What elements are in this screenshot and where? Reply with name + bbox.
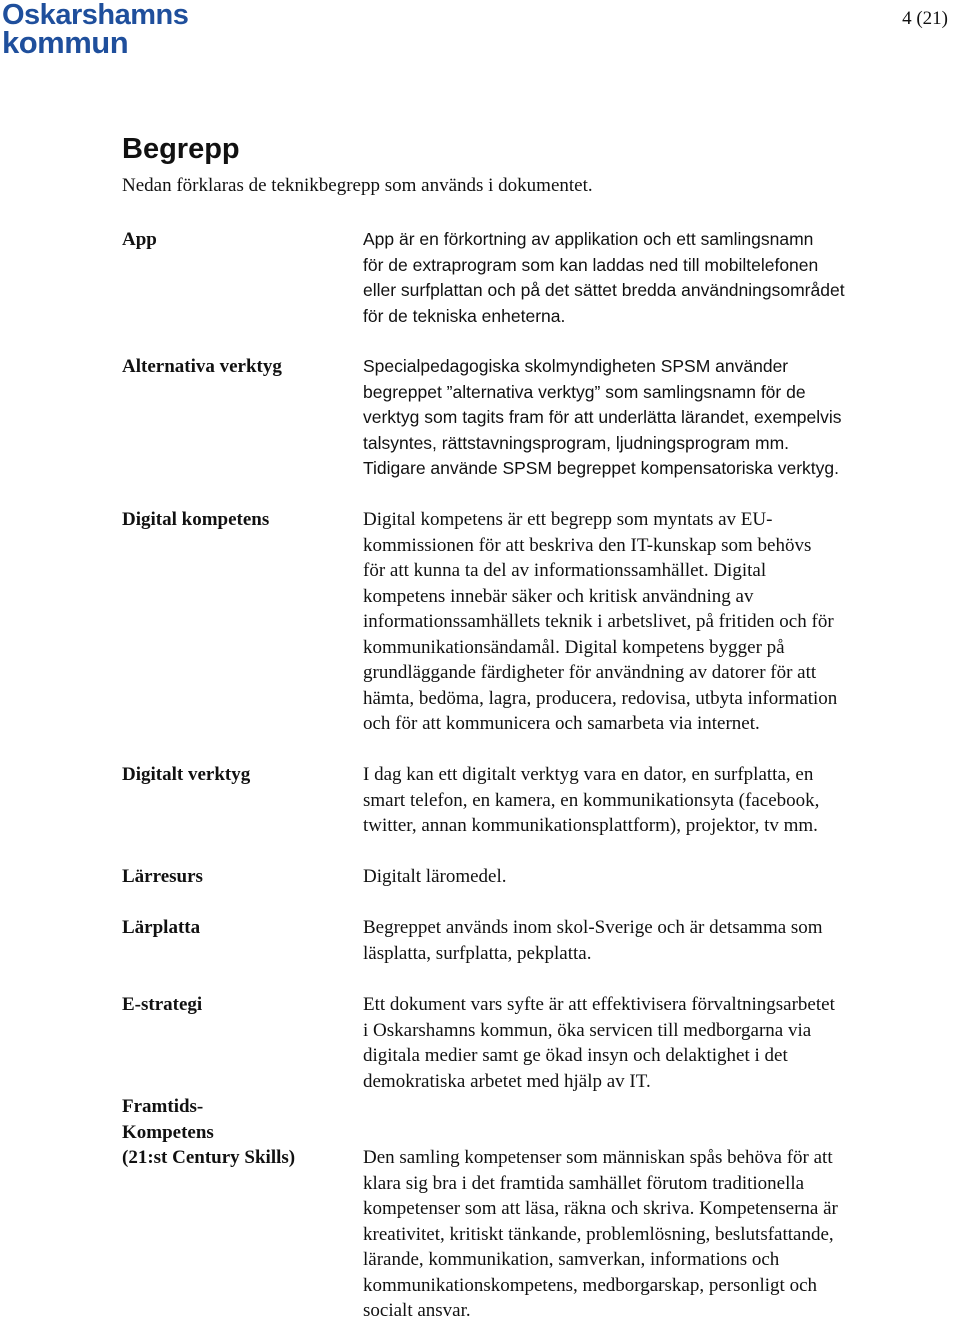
term-digital-kompetens: Digital kompetens <box>122 509 270 530</box>
term-e-strategi: E-strategi <box>122 994 203 1015</box>
definition-alternativa-verktyg: Specialpedagogiska skolmyndigheten SPSM använder begreppet ”alternativa verktyg” som samlingsnamn för de verktyg som tagits fram för att underlätta lärandet, exempelvis talsyntes, rättstavningsprogram, ljudningsprogram mm. Tidigare använde SPSM begreppet kompensatoriska verktyg. <box>363 356 842 478</box>
page-number: 4 (21) <box>902 8 948 29</box>
term-alternativa-verktyg: Alternativa verktyg <box>122 356 282 377</box>
intro-text: Nedan förklaras de teknikbegrepp som används i dokumentet. <box>122 175 593 196</box>
definition-app: App är en förkortning av applikation och ett samlingsnamn för de extraprogram som kan laddas ned till mobiltelefonen eller surfplattan och på det sättet bredda användningsområdet för de tekniska enheterna. <box>363 229 845 326</box>
definition-larplatta: Begreppet används inom skol-Sverige och är detsamma som läsplatta, surfplatta, pekplatta. <box>363 917 823 964</box>
definition-digitalt-verktyg: I dag kan ett digitalt verktyg vara en dator, en surfplatta, en smart telefon, en kamera, en kommunikationsyta (facebook, twitter, annan kommunikationsplattform), projektor, tv mm. <box>363 764 820 836</box>
definition-framtidskompetens: Den samling kompetenser som människan spås behöva för att klara sig bra i det framtida samhället förutom traditionella kompetenser som att läsa, räkna och skriva. Kompetenserna är kreativitet, kritiskt tänkande, problemlösning, beslutsfattande, lärande, kommunikation, samverkan, informations och kommunikationskompetens, medborgarskap, personligt och socialt ansvar. <box>363 1147 838 1321</box>
term-larresurs: Lärresurs <box>122 866 203 887</box>
definition-larresurs: Digitalt läromedel. <box>363 866 507 887</box>
municipality-logo <box>2 0 189 60</box>
term-larplatta: Lärplatta <box>122 917 201 938</box>
logo-line-1: Oskarshamns <box>2 0 189 31</box>
logo-line-2: kommun <box>2 25 129 60</box>
term-app: App <box>122 229 157 250</box>
definition-e-strategi: Ett dokument vars syfte är att effektivisera förvaltningsarbetet i Oskarshamns kommun, öka servicen till medborgarna via digitala medier samt ge ökad insyn och delaktighet i det demokratiska arbetet med hjälp av IT. <box>363 994 835 1092</box>
term-digitalt-verktyg: Digitalt verktyg <box>122 764 251 785</box>
definition-digital-kompetens: Digital kompetens är ett begrepp som myntats av EU- kommissionen för att beskriva den IT-kunskap som behövs för att kunna ta del av informationssamhället. Digital kompetens innebär säker och kritisk användning av informationssamhällets teknik i arbetslivet, på fritiden och för kommunikationsändamål. Digital kompetens bygger på grundläggande färdigheter för användning av datorer för att hämta, bedöma, lagra, producera, redovisa, utbyta information och för att kommunicera och samarbeta via internet. <box>363 509 838 734</box>
section-heading: Begrepp <box>122 133 240 165</box>
term-framtidskompetens: Framtids- Kompetens (21:st Century Skills) <box>122 1096 296 1168</box>
